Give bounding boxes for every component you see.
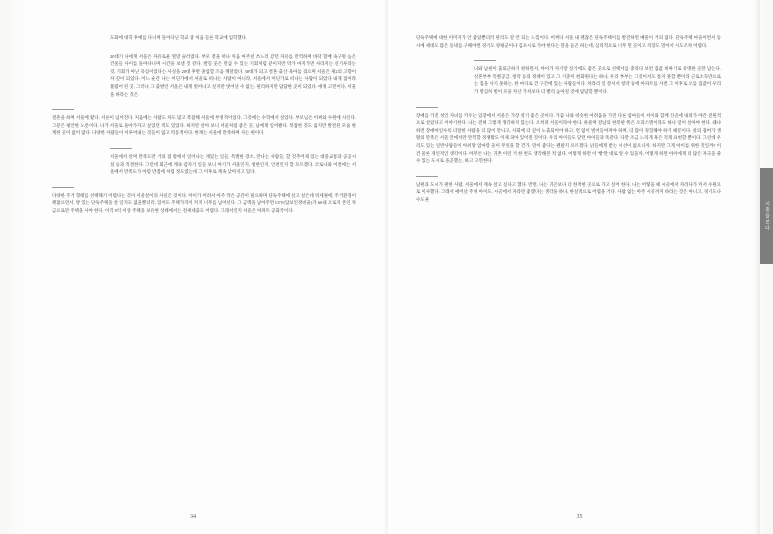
right-page-text-column bbox=[416, 34, 721, 204]
paragraph: 다양한 주거 형태를 선택해기 어렵다는 것이 서울살이의 사실은 것이다. 아이가 어려서 아주 작은 공간이 필요하며 단독주택에 살고 싶은데 역세권에, 주거환경이 괜찮으면서, 방 있는 단독주택을 살 일지도 없을뿐더러, 있어도 주택가격이 커지 너무를 넘어선다. 그 금액을 남아주면 LTV(담보인정비율)가 60내 오로지 본인 자금으로만 주택을 사야 한다. 이걱 9억 이상 주택을 보유한 상태에서는 전세대출도 어렵다. 그래서인지 서울은 아파트 공화국이다. bbox=[52, 192, 356, 213]
paragraph: 20대기 나에게 서울은 자유로운 열망 슬러였다. 부모 곁을 떠나 처음 마주친 쓰느러 갔던 자유를 만끽하며 바닥 혈배 속구멍 높은 건물들 사이를 돌아다니며 시간을 보낼 것 같다. 발길 웃은 만큼 수 있는 기회처럼 분이지만 막가 마지가면 사라지는 신기루라는 것, 기회가 아닌 욕심이었다는 사실을 20대 후반 졸업할 즈음 깨달았다. 30대가 되고 결혼·출산·육아를 겪으며 서울은 제2의 고향이자 깊이 되었다. 어느 순간 나는 어딘가에서 서울로 떠나는 사람이 아니라, 서울에서 어딘가로 떠나는 사람이 되었다 내게 집이라 불렸어 된 곳, 그러나 그 출발인 서울은 내게 벗어나고 싶지만 벗어날 수 없는, 편리하지만 답답한 곳이 되었다. 애정 고민이다, 서울을 바라는 것은. bbox=[110, 53, 356, 97]
paragraph-rule bbox=[110, 148, 356, 149]
paragraph: 나와 남편이 출퇴근하기 편하면서, 아이가 자기랑 살기에도 좋은 곳으로 선택서를 충라다 보면 집값 비싸기로 유명한 곳만 남는다. 신혼부부 특별공급, 청약 등의 정책이 있고 그 기준이 현화원다는 하나, 우리 부부는 그것이서도 통지 못할 뿐이라 근로소득만으로는 집을 사기 못하는, 한 마디로 낀 구간에 있는 사람들이다. 차라리 일 잘서서 청약 등에 아파트를 사면 그 이후로 오를 집값이 우리가 열심히 벌어 모을 자산 가치보다 더 빨리 높아질 것에 답답할 뿐이다. bbox=[474, 66, 721, 94]
paragraph-rule bbox=[416, 107, 721, 108]
paragraph: 서울에서 살며 만족도만 거의 접 밖에서 일어나는 재밌는 일들, 특별한 장소, 만나는 사람들, 할 것추어제 있는 대중교통과 공공시설 등과 직결한다. 그런데 회근에 계속 갑자기 일들 보니 여기가 서울인지, 청한인지, 인천인지 할 모르겠다. 코로나와 이전에는 서울에서 만족도가 아렴 만점에 처럼 정도였는데 그 이후로 계속 낮아지고 있다. bbox=[110, 153, 356, 175]
paragraph: 도화에 대학 후예를 다니며 돌아다닌 학교 중 처음 들른 학교에 입학했다. bbox=[110, 35, 248, 40]
paragraph-rule bbox=[52, 187, 356, 188]
right-page bbox=[386, 0, 773, 534]
paragraph-rule bbox=[52, 109, 356, 110]
paragraph-rule bbox=[474, 60, 721, 61]
page-edge-shadow-right bbox=[754, 0, 760, 534]
paragraph-rule bbox=[416, 176, 721, 177]
paragraph: 장애를 가진 성인 자녀를 키우는 입장에서 서울은 가장 살기 좋은 곳이다. 가끔 나와 비슷한 어려움을 가진 다른 엄마들이 서이와 함께 산골에 내려가 야간 전원적으로 살았다고 이야기한다. 나는 전혀 그렇게 생각하지 않는다. 오히려 서울이라야 한다. 하물며 강남의 한복판 쪽은 오피스텔이라도 하나 얻어 살아야 한다. 왜냐하면 장애아일수록 더앞한 사람을 더 많이 만나고, 사회에 더 깊이 노출되어야 하고, 면 없이 벌어들여져야 하며, 더 많이 경험해야 하기 때문이다. 살의 접여가 생활의 만족은 서울 안에서만 만끽할 경쟁활도 이제 피아 있어질 것이다. 우리 아이들도 닫던 아이들과 똑같다. 다만 조금 느리게 혹은 격게 표현할 뿐이다. 그런데 우리도 있는 일반사람들이 아쉬망 엄마랑 둘이 무엇을 할 건가. 말이 좋다는 펜팔지 포르겠다. 낡들에게 받는 시선이 없으니까. 하지만 그게 아이를 위한 것일까? 이건 물론 개인적인 생각이다. 아무튼 나는 귀촌 이런 거 한 번도 생각해본 적 없다. 어떻게 하면 이 '빵'만 대로 알 수 있을까, 어떻게 하면 아이에게 더 많은 자극을 줄 수 있는 도시로 올곧했는, 하고 고민한다. bbox=[416, 112, 721, 164]
book-gutter bbox=[385, 0, 388, 534]
left-page-text-column bbox=[52, 34, 356, 215]
chapter-side-tab-label: 시흥을보다 bbox=[764, 201, 770, 231]
left-page bbox=[0, 0, 386, 534]
paragraph: 남편과 도시가 편한 사람, 서울에서 계속 살고 싶다고 했다. 반면, 나는 귀곤보다 더 한적한 곳으로 가고 싶어 한다. 나는 어떻을 때 시골에서 자라다가 커서 수원으로 이사했다. 그래서 애어날 주쳐 아이도, 시골에서 자라면 좋겠다는 생각을 하나, 한실적으로 어렵을 거다. 사람 없는 아주 시골까지 바라는 것은 아니고, 경기도나 수도권 bbox=[416, 181, 721, 202]
chapter-side-tab bbox=[760, 168, 773, 264]
paragraph: 결혼을 하며 서울에 왔다. 서른이 넘어진다. 처음에는 사람도 차도 많고 복잡해 서울에 부정적이었다. 그것에는 수학에서 살았다. 부모님은 어찌와 수원에 사신다. 그분은 평안한 노릇이다. 나가 서울로 돌아가자고 싶었던 적도 있었다. 하지만 살아 보니 서울처럼 좋은 곳, 남에게 일어봤다. 복잡한 것도 싫지만 발전된 모습 한계한 곳이 없어 많다. 다양한 사람들이 이루어내는 것들이 없고 역동적이다. 현재는 서울에 만족하며 사는 편이다. bbox=[52, 115, 356, 136]
page-number-right: 35 bbox=[576, 514, 583, 520]
paragraph: 단독주택에 대한 이미지가 안 좋았뿐더러 관리도 갈 안 되는 느낌이다. 어쩌다 서울 내 괜찮은 단독주택이를 발견하면 매물이 거의 없다. 단독주택 마을이면서 동시에 세대도 많은 동네를 구해야면 경기도 양평군이나 김포시로 가야 한다는 말을 듣곤 하는데, 심리적으로 너무 먼 곳이고 직장도 멀어서 시도조차 어렵다. bbox=[416, 35, 721, 48]
page-number-left: 34 bbox=[190, 514, 196, 520]
